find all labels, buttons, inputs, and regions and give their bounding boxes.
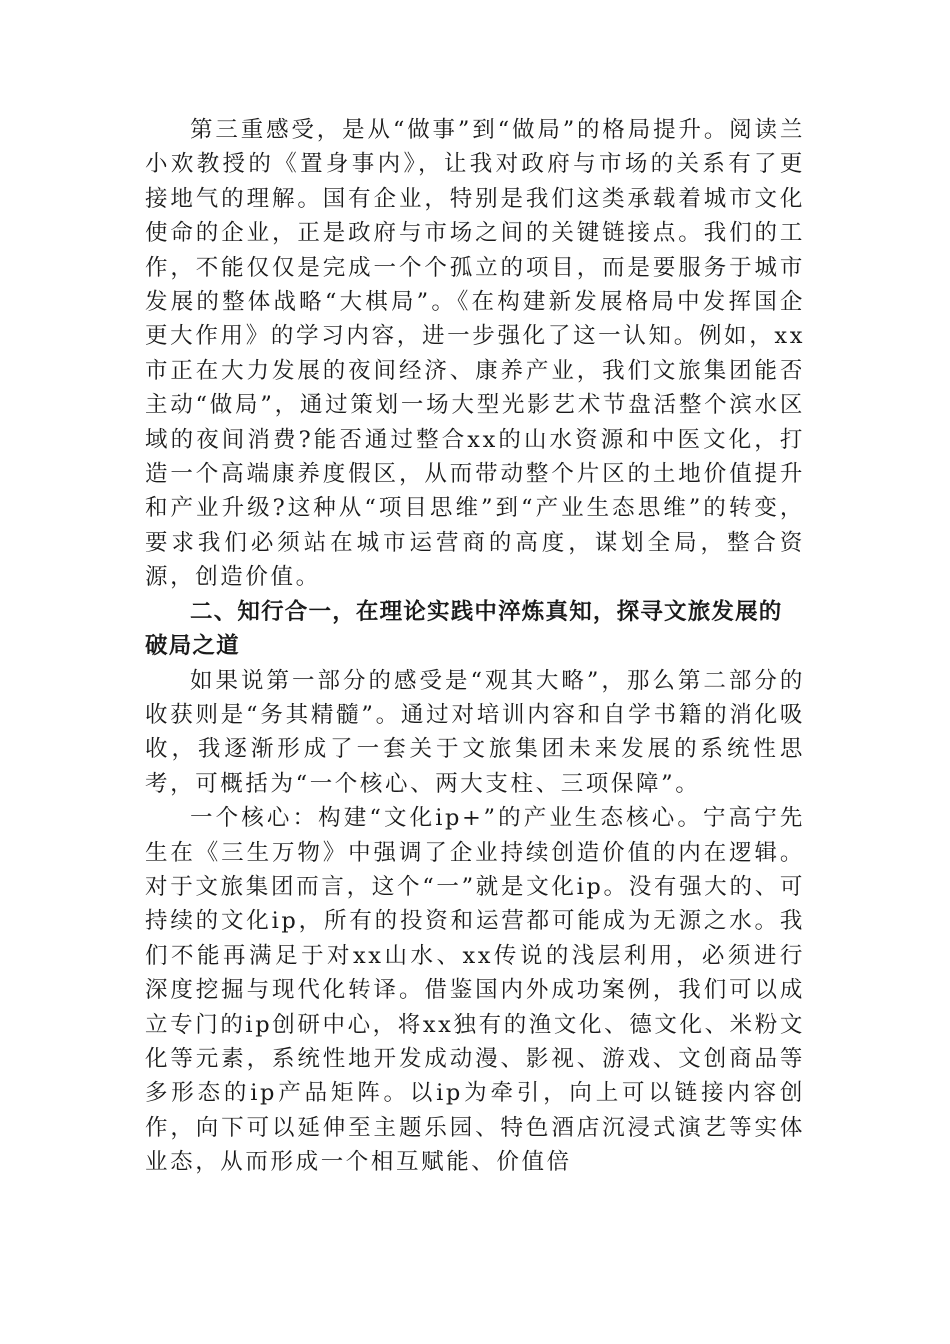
section-heading: 二、知行合一，在理论实践中淬炼真知，探寻文旅发展的破局之道: [145, 598, 783, 660]
document-page: [145, 113, 805, 1180]
paragraph-one-core: 一个核心：构建“文化ip+”的产业生态核心。宁高宁先生在《三生万物》中强调了企业持续创造价值的内在逻辑。对于文旅集团而言，这个“一”就是文化ip。没有强大的、可持续的文化ip，所有的投资和运营都可能成为无源之水。我们不能再满足于对xx山水、xx传说的浅层利用，必须进行深度挖掘与现代化转译。借鉴国内外成功案例，我们可以成立专门的ip创研中心，将xx独有的渔文化、德文化、米粉文化等元素，系统性地开发成动漫、影视、游戏、文创商品等多形态的ip产品矩阵。以ip为牵引，向上可以链接内容创作，向下可以延伸至主题乐园、特色酒店沉浸式演艺等实体业态，从而形成一个相互赋能、价值倍: [145, 805, 805, 1176]
paragraph-section-intro: 如果说第一部分的感受是“观其大略”，那么第二部分的收获则是“务其精髓”。通过对培训内容和自学书籍的消化吸收，我逐渐形成了一套关于文旅集团未来发展的系统性思考，可概括为“一个核心、两大支柱、三项保障”。: [145, 667, 805, 797]
paragraph-third-feeling: 第三重感受，是从“做事”到“做局”的格局提升。阅读兰小欢教授的《置身事内》，让我对政府与市场的关系有了更接地气的理解。国有企业，特别是我们这类承载着城市文化使命的企业，正是政府与市场之间的关键链接点。我们的工作，不能仅仅是完成一个个孤立的项目，而是要服务于城市发展的整体战略“大棋局”。《在构建新发展格局中发挥国企更大作用》的学习内容，进一步强化了这一认知。例如，xx市正在大力发展的夜间经济、康养产业，我们文旅集团能否主动“做局”，通过策划一场大型光影艺术节盘活整个滨水区域的夜间消费?能否通过整合xx的山水资源和中医文化，打造一个高端康养度假区，从而带动整个片区的土地价值提升和产业升级?这种从“项目思维”到“产业生态思维”的转变，要求我们必须站在城市运营商的高度，谋划全局，整合资源，创造价值。: [145, 117, 805, 591]
